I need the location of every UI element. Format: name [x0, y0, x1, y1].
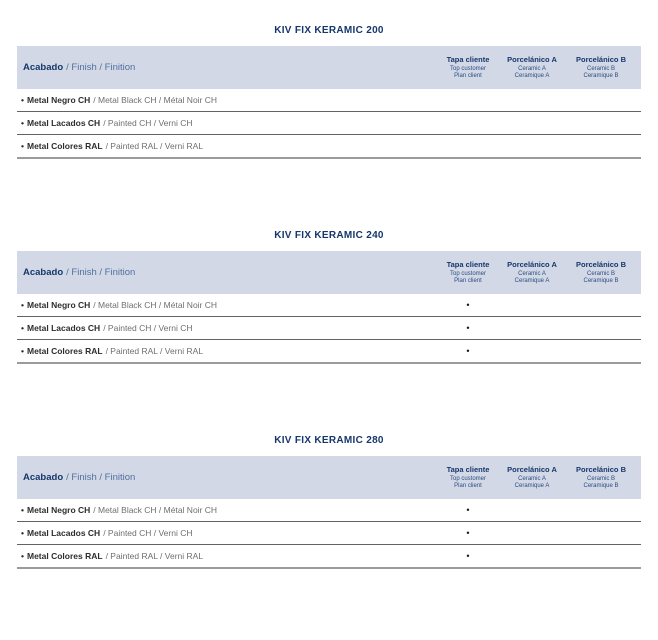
column-header-line2: Ceramic A — [518, 475, 546, 482]
table-header-row — [17, 46, 641, 89]
header-label-secondary: / Finish / Finition — [66, 62, 136, 73]
column-header-line3: Plan client — [454, 278, 482, 284]
section-keramic-240 — [0, 230, 658, 364]
section-keramic-280 — [0, 435, 658, 569]
finish-translations: / Painted RAL / Verni RAL — [105, 551, 204, 561]
header-label-primary: Acabado — [23, 267, 64, 278]
bullet-icon: • — [21, 141, 24, 151]
column-header-line2: Ceramic B — [586, 475, 615, 482]
table-row — [17, 317, 641, 340]
finish-translations: / Metal Black CH / Métal Noir CH — [93, 505, 218, 515]
finish-translations: / Painted CH / Verni CH — [103, 118, 193, 128]
finish-label — [17, 505, 433, 515]
bullet-icon: • — [21, 118, 24, 128]
column-header-line1: Tapa cliente — [446, 464, 490, 474]
column-header-tapa-cliente — [433, 55, 503, 81]
finish-translations: / Metal Black CH / Métal Noir CH — [93, 95, 218, 105]
column-header-line2: Top customer — [449, 65, 486, 72]
header-label-primary: Acabado — [23, 472, 64, 483]
column-header-line2: Ceramic A — [518, 270, 546, 277]
column-header-line1: Porcelánico A — [507, 259, 557, 269]
finish-name: Metal Negro CH — [26, 505, 91, 515]
header-label-secondary: / Finish / Finition — [66, 267, 136, 278]
finish-label — [17, 551, 433, 561]
column-header-tapa-cliente — [433, 260, 503, 286]
table-row — [17, 499, 641, 522]
column-header-line1: Porcelánico B — [575, 464, 627, 474]
cell-tapa-cliente: • — [466, 299, 470, 310]
column-header-porcelanico-a — [503, 260, 561, 286]
finish-label — [17, 528, 433, 538]
finish-label — [17, 300, 433, 310]
finish-label — [17, 95, 433, 105]
column-header-line1: Tapa cliente — [446, 54, 490, 64]
bullet-icon: • — [21, 323, 24, 333]
spec-table — [17, 46, 641, 159]
finish-translations: / Painted RAL / Verni RAL — [105, 346, 204, 356]
column-header-line3: Ceramique B — [583, 73, 619, 79]
finish-translations: / Painted CH / Verni CH — [103, 528, 193, 538]
column-header-line3: Ceramique A — [514, 73, 550, 79]
column-header-line1: Porcelánico A — [507, 464, 557, 474]
bullet-icon: • — [21, 346, 24, 356]
cell-tapa-cliente: • — [466, 504, 470, 515]
finish-name: Metal Colores RAL — [26, 141, 103, 151]
spec-table — [17, 251, 641, 364]
column-header-porcelanico-a — [503, 465, 561, 491]
page-title: KIV FIX KERAMIC 280 — [274, 435, 384, 446]
column-header-line3: Plan client — [454, 483, 482, 489]
column-header-line1: Porcelánico B — [575, 54, 627, 64]
column-header-porcelanico-b — [561, 260, 641, 286]
column-header-line3: Ceramique A — [514, 483, 550, 489]
bullet-icon: • — [21, 300, 24, 310]
spec-table — [17, 456, 641, 569]
header-label-primary: Acabado — [23, 62, 64, 73]
cell-tapa-cliente: • — [466, 322, 470, 333]
column-header-line3: Ceramique B — [583, 483, 619, 489]
bullet-icon: • — [21, 528, 24, 538]
column-header-line3: Plan client — [454, 73, 482, 79]
finish-label — [17, 323, 433, 333]
table-header-row — [17, 251, 641, 294]
column-header-line2: Ceramic A — [518, 65, 546, 72]
header-label-secondary: / Finish / Finition — [66, 472, 136, 483]
bullet-icon: • — [21, 505, 24, 515]
finish-label — [17, 346, 433, 356]
table-row — [17, 112, 641, 135]
column-header-porcelanico-b — [561, 465, 641, 491]
column-header-tapa-cliente — [433, 465, 503, 491]
column-header-acabado — [17, 62, 433, 73]
finish-translations: / Painted RAL / Verni RAL — [105, 141, 204, 151]
table-row — [17, 89, 641, 112]
column-header-acabado — [17, 472, 433, 483]
finish-name: Metal Lacados CH — [26, 528, 101, 538]
column-header-line1: Tapa cliente — [446, 259, 490, 269]
finish-label — [17, 141, 433, 151]
finish-name: Metal Negro CH — [26, 95, 91, 105]
column-header-porcelanico-a — [503, 55, 561, 81]
column-header-line3: Ceramique A — [514, 278, 550, 284]
column-header-acabado — [17, 267, 433, 278]
finish-translations: / Painted CH / Verni CH — [103, 323, 193, 333]
table-row — [17, 340, 641, 364]
cell-tapa-cliente: • — [466, 527, 470, 538]
column-header-line1: Porcelánico B — [575, 259, 627, 269]
finish-name: Metal Lacados CH — [26, 118, 101, 128]
finish-label — [17, 118, 433, 128]
table-row — [17, 135, 641, 159]
finish-name: Metal Colores RAL — [26, 551, 103, 561]
column-header-line2: Top customer — [449, 475, 486, 482]
page-title: KIV FIX KERAMIC 200 — [274, 25, 384, 36]
table-row — [17, 545, 641, 569]
page-title: KIV FIX KERAMIC 240 — [274, 230, 384, 241]
finish-name: Metal Lacados CH — [26, 323, 101, 333]
section-keramic-200 — [0, 25, 658, 159]
cell-tapa-cliente: • — [466, 345, 470, 356]
table-row — [17, 294, 641, 317]
table-row — [17, 522, 641, 545]
column-header-line2: Ceramic B — [586, 65, 615, 72]
finish-translations: / Metal Black CH / Métal Noir CH — [93, 300, 218, 310]
column-header-line2: Top customer — [449, 270, 486, 277]
column-header-line3: Ceramique B — [583, 278, 619, 284]
finish-name: Metal Colores RAL — [26, 346, 103, 356]
column-header-porcelanico-b — [561, 55, 641, 81]
cell-tapa-cliente: • — [466, 550, 470, 561]
bullet-icon: • — [21, 95, 24, 105]
column-header-line2: Ceramic B — [586, 270, 615, 277]
table-header-row — [17, 456, 641, 499]
column-header-line1: Porcelánico A — [507, 54, 557, 64]
bullet-icon: • — [21, 551, 24, 561]
finish-name: Metal Negro CH — [26, 300, 91, 310]
